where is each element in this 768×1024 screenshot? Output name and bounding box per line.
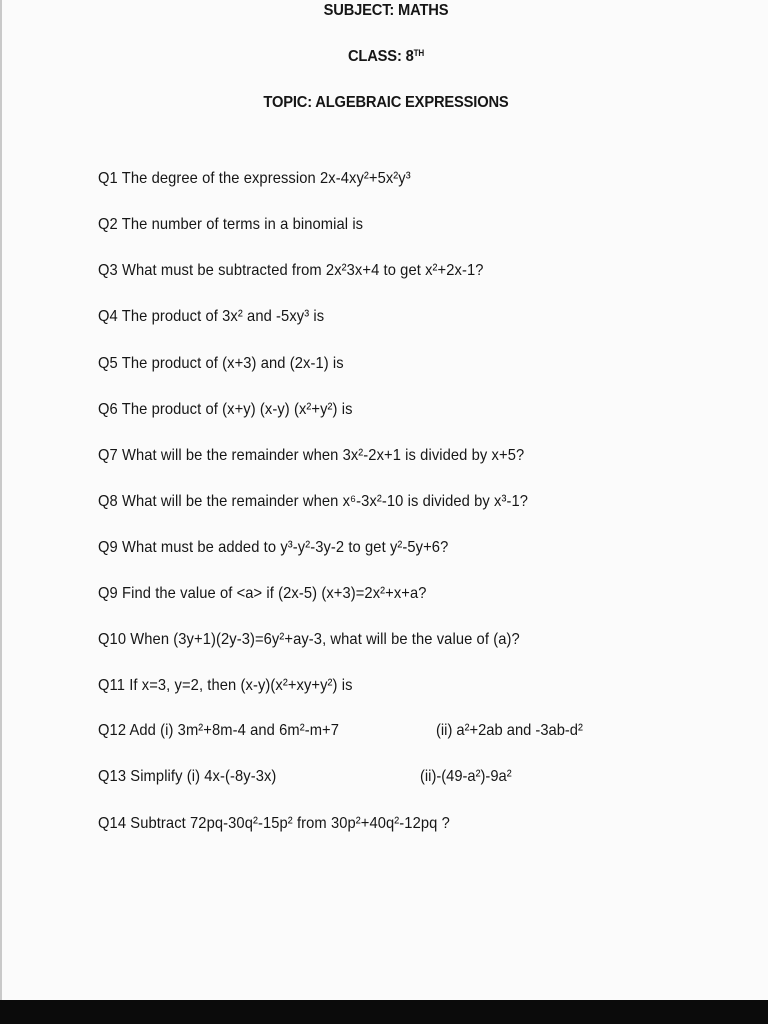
question-number: Q9	[98, 585, 118, 602]
question-text: The product of (x+y) (x-y) (x²+y²) is	[121, 401, 353, 418]
question-number: Q12	[98, 722, 127, 739]
question-item	[98, 262, 484, 280]
class-heading-text: CLASS: 8	[347, 48, 414, 65]
question-number: Q6	[98, 401, 118, 418]
class-heading	[33, 48, 740, 66]
question-number: Q14	[98, 815, 127, 832]
question-number: Q4	[98, 308, 118, 325]
question-text: Simplify (i) 4x-(-8y-3x)	[130, 768, 277, 785]
topic-heading: TOPIC: ALGEBRAIC EXPRESSIONS	[263, 94, 509, 111]
question-number: Q9	[98, 539, 118, 556]
question-part-two: (ii)-(49-a²)-9a²	[420, 768, 512, 785]
question-text: If x=3, y=2, then (x-y)(x²+xy+y²) is	[129, 677, 353, 694]
question-item	[98, 768, 276, 786]
question-item	[98, 677, 353, 695]
question-number: Q5	[98, 355, 118, 372]
question-text: The number of terms in a binomial is	[121, 216, 364, 233]
question-number: Q1	[98, 170, 118, 187]
question-text: The product of (x+3) and (2x-1) is	[121, 355, 344, 372]
question-number: Q11	[98, 677, 126, 694]
question-item	[98, 216, 363, 234]
question-item	[98, 401, 353, 419]
question-item	[98, 631, 520, 649]
question-item	[98, 308, 324, 326]
question-text: Subtract 72pq-30q²-15p² from 30p²+40q²-12pq ?	[130, 815, 450, 832]
question-number: Q10	[98, 631, 127, 648]
question-text: What must be added to y³-y²-3y-2 to get y²-5y+6?	[122, 539, 449, 556]
question-text: What will be the remainder when x⁶-3x²-10 is divided by x³-1?	[122, 493, 529, 510]
question-text: What must be subtracted from 2x²3x+4 to get x²+2x-1?	[122, 262, 484, 279]
question-item	[98, 493, 528, 511]
question-text: The product of 3x² and -5xy³ is	[121, 308, 325, 325]
question-number: Q3	[98, 262, 118, 279]
question-text: Find the value of <a> if (2x-5) (x+3)=2x²+x+a?	[122, 585, 427, 602]
question-item	[98, 355, 344, 373]
question-item	[98, 539, 448, 557]
question-item	[98, 170, 411, 188]
question-text: When (3y+1)(2y-3)=6y²+ay-3, what will be the value of (a)?	[130, 631, 520, 648]
question-number: Q8	[98, 493, 118, 510]
question-item	[98, 447, 524, 465]
question-number: Q2	[98, 216, 118, 233]
question-text: Add (i) 3m²+8m-4 and 6m²-m+7	[129, 722, 340, 739]
question-item	[98, 815, 450, 833]
question-part-two: (ii) a²+2ab and -3ab-d²	[436, 722, 583, 739]
question-text: The degree of the expression 2x-4xy²+5x²y³	[121, 170, 411, 187]
bottom-edge-bar	[0, 1000, 768, 1024]
class-heading-superscript: TH	[413, 47, 425, 58]
question-item	[98, 585, 427, 603]
subject-heading: SUBJECT: MATHS	[323, 2, 449, 19]
question-number: Q13	[98, 768, 127, 785]
question-text: What will be the remainder when 3x²-2x+1 is divided by x+5?	[122, 447, 525, 464]
question-item	[98, 722, 339, 740]
question-number: Q7	[98, 447, 118, 464]
